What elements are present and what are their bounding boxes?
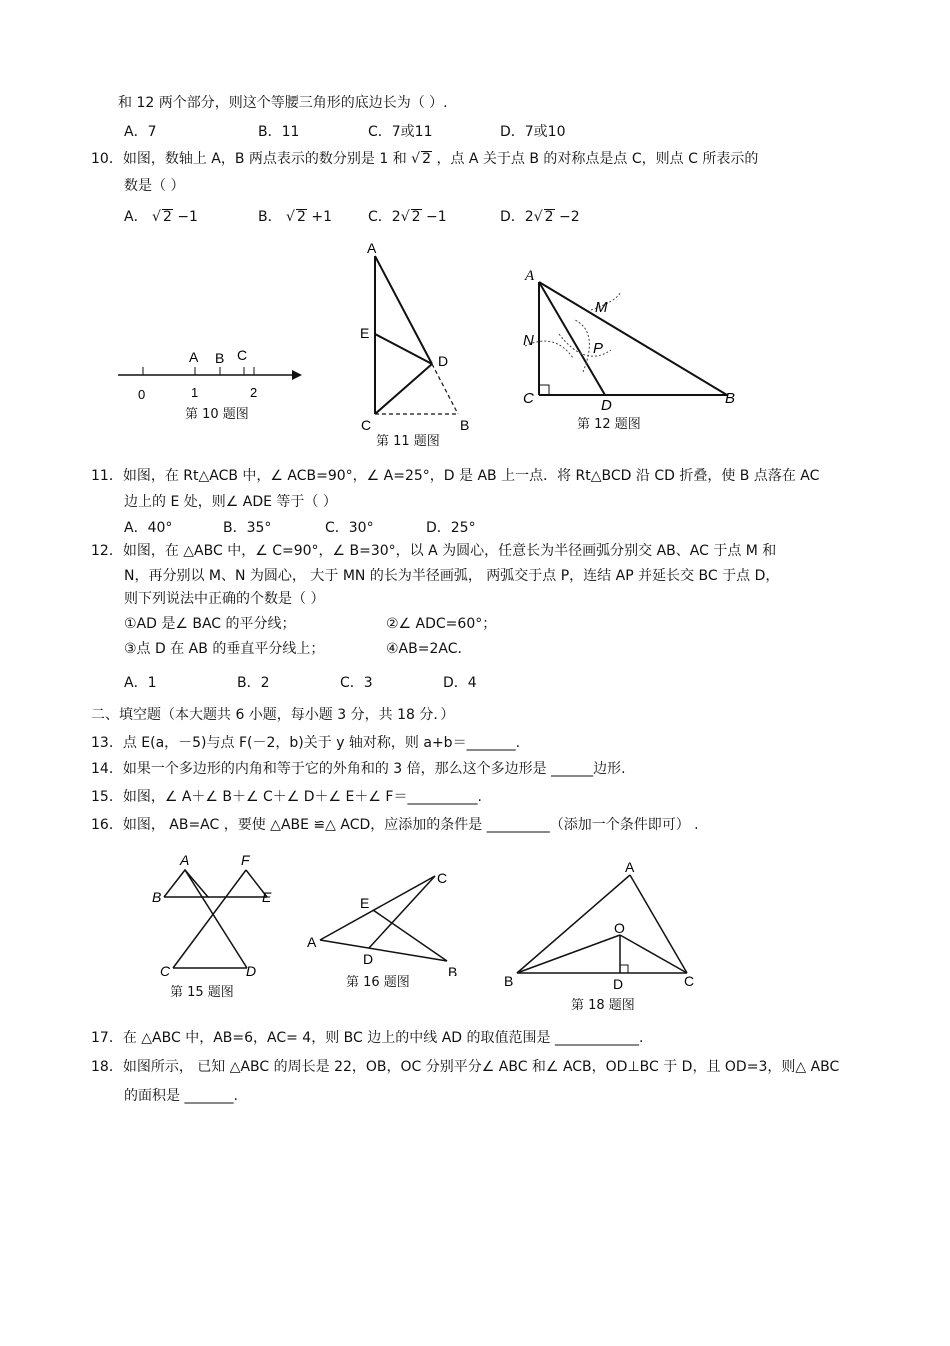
q11-stem-line1: 11．如图，在 Rt△ACB 中，∠ ACB=90°，∠ A=25°，D 是 AB 上一点．将 Rt△BCD 沿 CD 折叠，使 B 点落在 AC: [91, 468, 820, 484]
q12-option-a: A．1: [124, 675, 157, 691]
fig18-label-b: B: [504, 973, 514, 989]
q18-stem-line2: 的面积是 _______.: [124, 1088, 238, 1104]
q11-option-c: C．30°: [325, 520, 374, 536]
fig12-caption: 第 12 题图: [577, 417, 641, 432]
q10-stem-line1: 10．如图，数轴上 A，B 两点表示的数分别是 1 和 √ 2 ，点 A 关于点 B 的对称点是点 C，则点 C 所表示的: [91, 151, 759, 167]
fig16-label-c: C: [437, 870, 448, 886]
fig16-label-e: E: [360, 895, 370, 911]
fig10-caption: 第 10 题图: [185, 407, 249, 422]
fig12-label-b: B: [725, 390, 736, 407]
fig10-label-a: A: [189, 349, 199, 365]
fig15-label-b: B: [152, 889, 162, 905]
fig11-label-d: D: [438, 353, 449, 369]
fig12-label-c: C: [523, 390, 534, 407]
section-2-heading: 二、填空题（本大题共 6 小题，每小题 3 分，共 18 分．）: [91, 707, 455, 723]
q10-option-a: A． √ 2 −1: [124, 209, 198, 225]
fig18-label-a: A: [625, 859, 635, 875]
fig10-tick-2: 2: [250, 385, 258, 400]
q12-stem-line1: 12．如图，在 △ABC 中，∠ C=90°，∠ B=30°，以 A 为圆心，任意长为半径画弧分别交 AB、AC 于点 M 和: [91, 543, 777, 559]
fig15-label-e: E: [262, 889, 272, 905]
fig18-label-o: O: [614, 920, 625, 936]
figure-15: [150, 850, 280, 980]
q11-stem-line2: 边上的 E 处，则∠ ADE 等于（ ）: [124, 494, 337, 510]
q12-statement-4: ④AB=2AC．: [386, 641, 472, 657]
fig18-label-d: D: [613, 976, 624, 992]
fig12-label-d: D: [601, 397, 612, 412]
fig10-tick-1: 1: [191, 385, 199, 400]
q11-option-b: B．35°: [223, 520, 272, 536]
fig15-caption: 第 15 题图: [170, 985, 234, 1000]
q12-stem-line3: 则下列说法中正确的个数是（ ）: [124, 591, 325, 607]
fig12-label-m: M: [595, 299, 608, 316]
q12-statement-2: ②∠ ADC=60°；: [386, 616, 497, 632]
q13: 13．点 E(a，－5)与点 F(－2，b)关于 y 轴对称，则 a+b＝_______.: [91, 735, 521, 751]
q9-stem: 和 12 两个部分，则这个等腰三角形的底边长为（ ）.: [118, 95, 448, 111]
fig16-label-b: B: [448, 964, 458, 976]
fig15-label-d: D: [246, 963, 257, 979]
fig12-label-a: A: [525, 268, 535, 284]
q17: 17．在 △ABC 中，AB=6，AC= 4，则 BC 边上的中线 AD 的取值范围是 ____________.: [91, 1030, 644, 1046]
q12-statement-1: ①AD 是∠ BAC 的平分线；: [124, 616, 296, 632]
q9-option-a: A．7: [124, 124, 157, 140]
fig11-label-c: C: [361, 417, 372, 433]
q10-option-b: B． √ 2 +1: [258, 209, 332, 225]
q10-stem-line2: 数是（ ）: [124, 178, 185, 194]
q12-statement-3: ③点 D 在 AB 的垂直平分线上；: [124, 641, 325, 657]
figure-18: [500, 858, 710, 993]
q10-option-c: C．2√ 2 −1: [368, 209, 447, 225]
figure-12-triangle: [515, 262, 745, 412]
q12-option-c: C．3: [340, 675, 373, 691]
q12-stem-line2: N，再分别以 M、N 为圆心， 大于 MN 的长为半径画弧， 两弧交于点 P，连结 AP 并延长交 BC 于点 D，: [124, 568, 780, 584]
fig11-caption: 第 11 题图: [376, 434, 440, 449]
q11-option-a: A．40°: [124, 520, 173, 536]
fig10-label-b: B: [215, 350, 225, 366]
fig12-label-n: N: [523, 332, 534, 349]
q18-stem-line1: 18．如图所示， 已知 △ABC 的周长是 22，OB，OC 分别平分∠ ABC 和∠ ACB，OD⊥BC 于 D，且 OD=3，则△ ABC: [91, 1059, 840, 1075]
fig10-label-c: C: [237, 347, 248, 363]
q9-option-d: D．7或10: [500, 124, 566, 140]
fig15-label-f: F: [241, 852, 250, 868]
fig11-label-e: E: [360, 325, 370, 341]
q16: 16．如图， AB=AC ，要使 △ABE ≌△ ACD，应添加的条件是 _________（添加一个条件即可） .: [91, 817, 699, 833]
fig11-label-b: B: [460, 417, 470, 433]
fig18-label-c: C: [684, 973, 695, 989]
q15: 15．如图，∠ A＋∠ B＋∠ C＋∠ D＋∠ E＋∠ F＝__________.: [91, 789, 482, 805]
q11-option-d: D．25°: [426, 520, 476, 536]
fig15-label-a: A: [180, 852, 190, 868]
q10-option-d: D．2√ 2 −2: [500, 209, 580, 225]
q9-option-c: C．7或11: [368, 124, 433, 140]
fig10-tick-0: 0: [138, 387, 146, 402]
fig12-label-p: P: [593, 340, 604, 357]
figure-10-number-line: [110, 340, 310, 410]
fig11-label-a: A: [367, 240, 377, 256]
q9-option-b: B．11: [258, 124, 300, 140]
q12-option-d: D．4: [443, 675, 477, 691]
fig15-label-c: C: [160, 963, 171, 979]
figure-16: [305, 866, 465, 976]
figure-11-triangle: [352, 238, 482, 434]
fig16-label-d: D: [363, 951, 374, 967]
fig16-label-a: A: [307, 934, 317, 950]
q14: 14．如果一个多边形的内角和等于它的外角和的 3 倍，那么这个多边形是 ______边形.: [91, 761, 626, 777]
fig16-caption: 第 16 题图: [346, 975, 410, 990]
fig18-caption: 第 18 题图: [571, 998, 635, 1013]
q12-option-b: B．2: [237, 675, 270, 691]
